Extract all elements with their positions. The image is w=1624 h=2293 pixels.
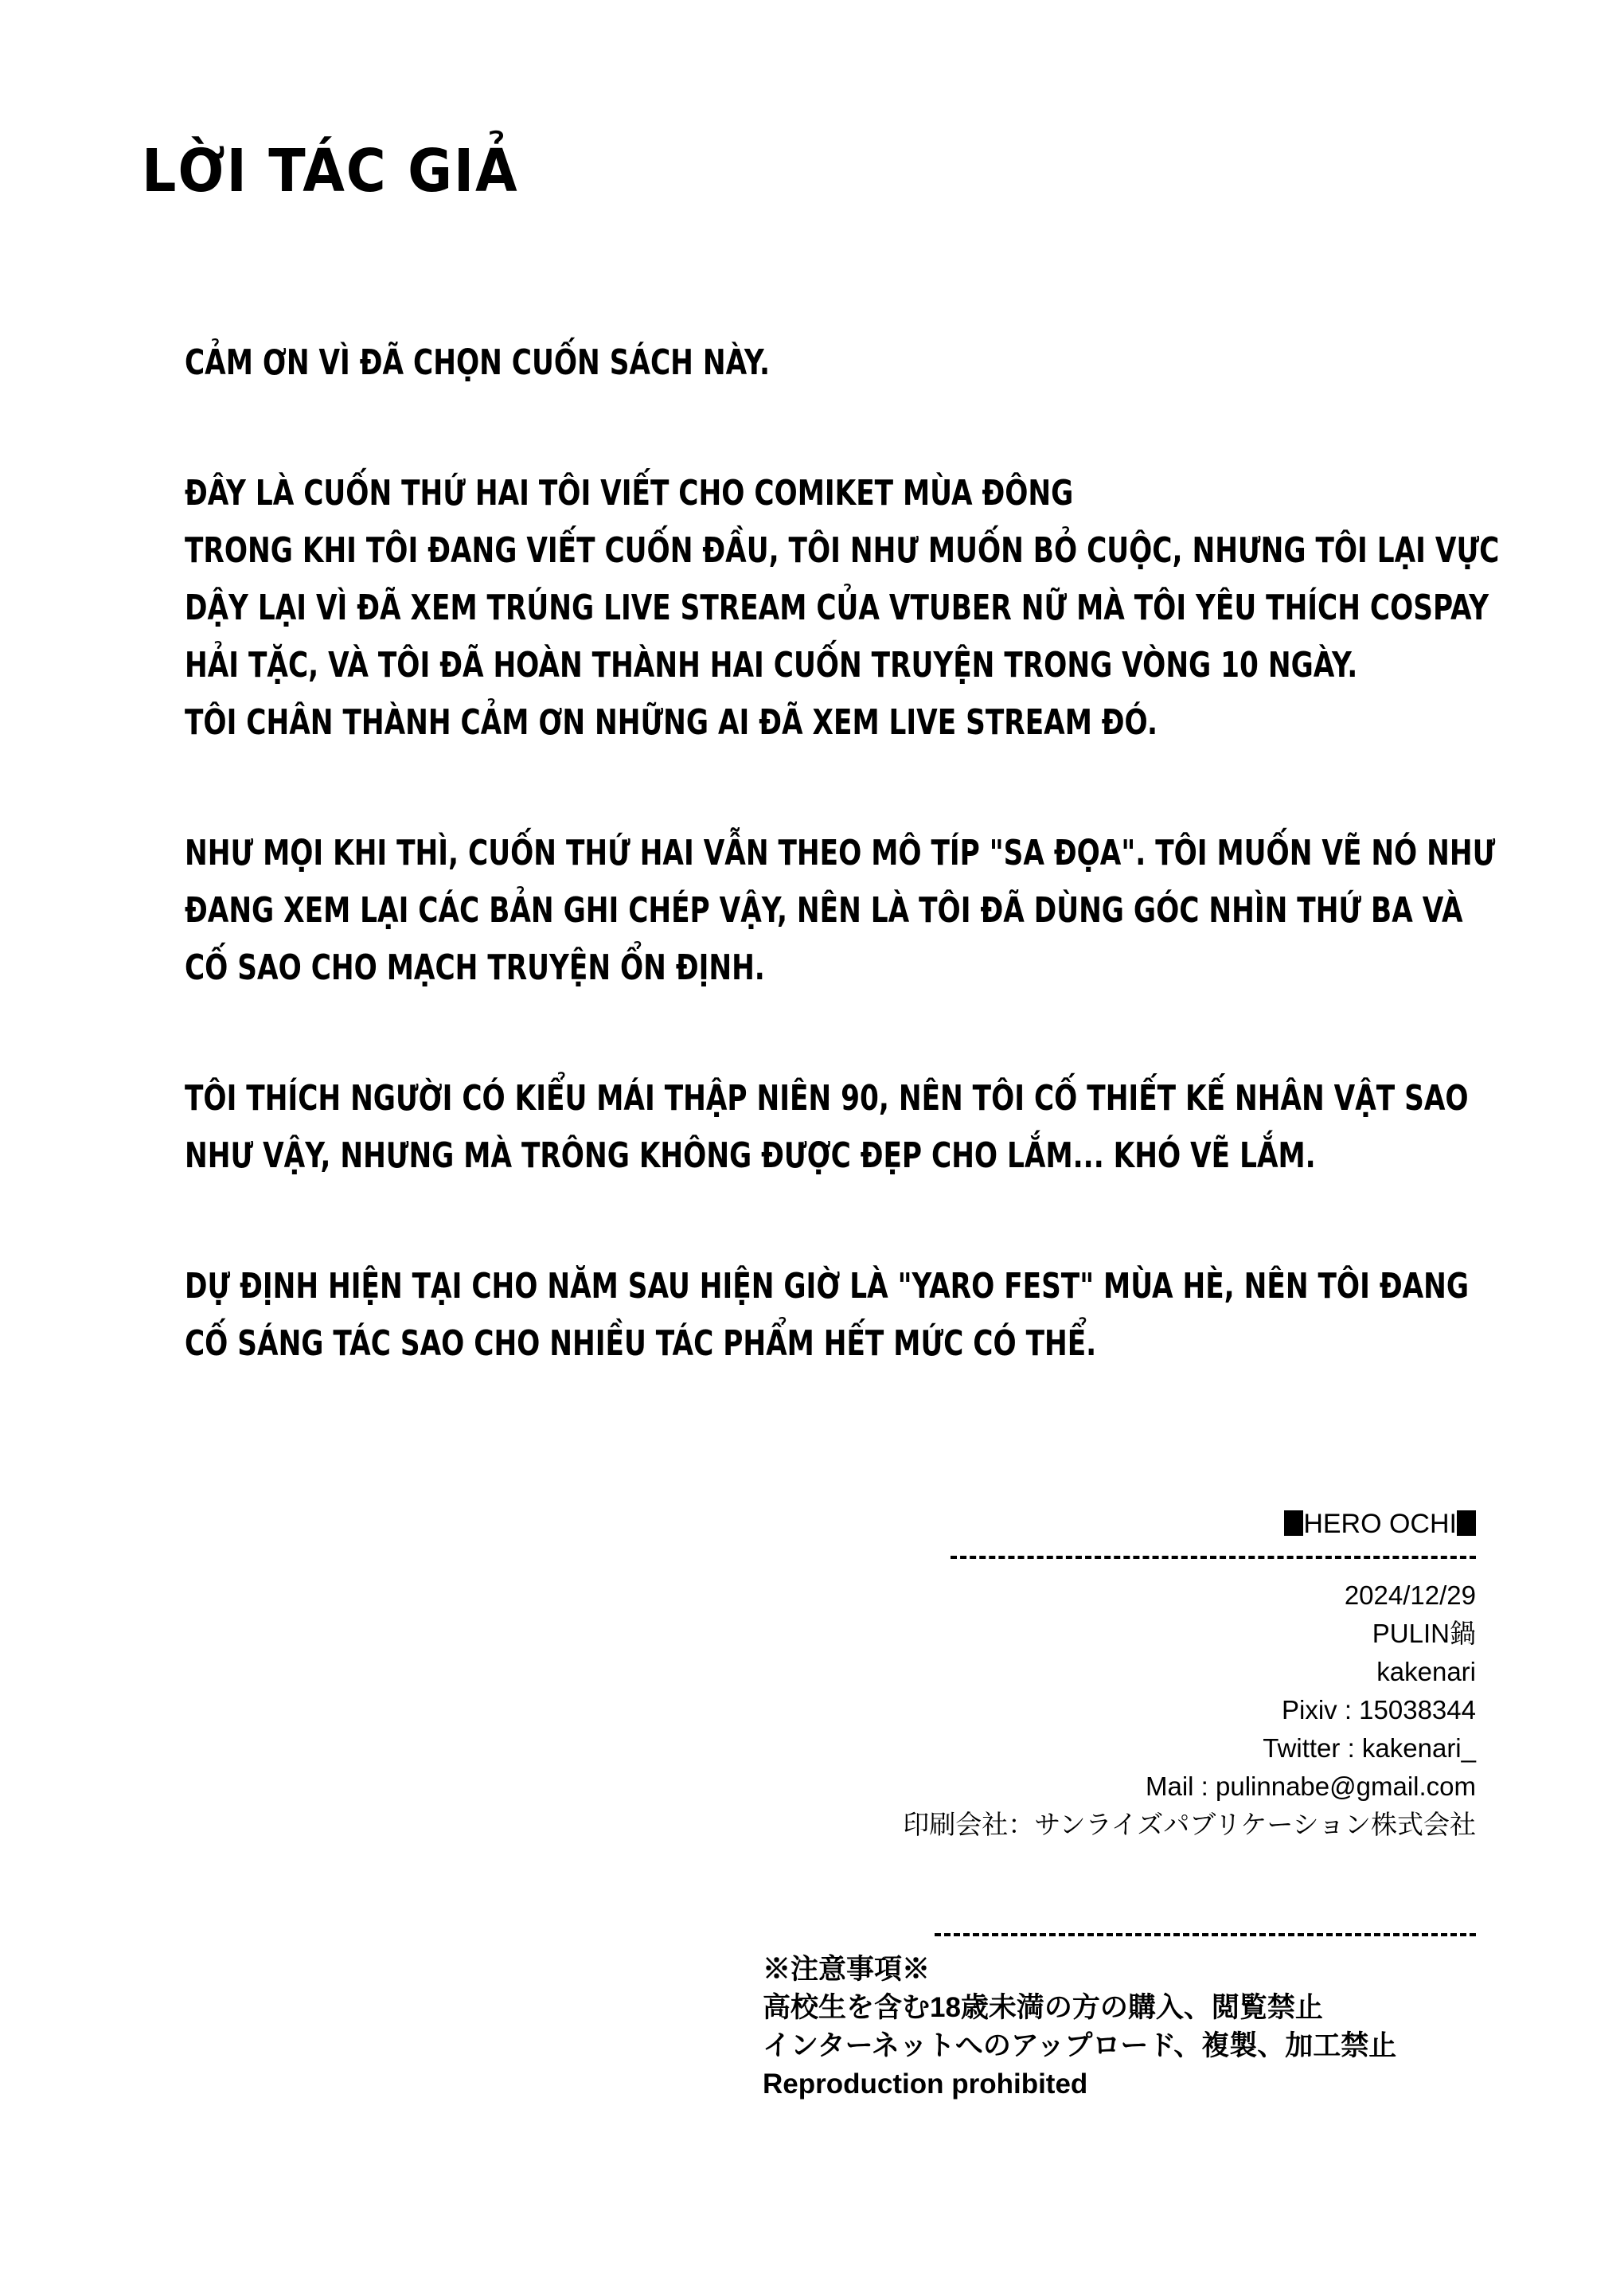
text-line: CỐ SÁNG TÁC SAO CHO NHIỀU TÁC PHẨM HẾT MỨC CÓ THỂ. bbox=[185, 1323, 1097, 1364]
text-line: DẬY LẠI VÌ ĐÃ XEM TRÚNG LIVE STREAM CỦA VTUBER NỮ MÀ TÔI YÊU THÍCH COSPAY bbox=[185, 588, 1489, 628]
notice-block bbox=[763, 1951, 1396, 2104]
publish-date: 2024/12/29 bbox=[1344, 1580, 1476, 1610]
notice-heading: ※注意事項※ bbox=[763, 1954, 931, 1985]
text-line: TÔI THÍCH NGƯỜI CÓ KIỂU MÁI THẬP NIÊN 90, NÊN TÔI CỐ THIẾT KẾ NHÂN VẬT SAO bbox=[185, 1078, 1469, 1119]
text-line: DỰ ĐỊNH HIỆN TẠI CHO NĂM SAU HIỆN GIỜ LÀ "YARO FEST" MÙA HÈ, NÊN TÔI ĐANG bbox=[185, 1266, 1470, 1307]
colophon bbox=[871, 1505, 1476, 1844]
printer-company: 印刷会社：サンライズパブリケーション株式会社 bbox=[903, 1810, 1476, 1839]
twitter-handle: Twitter : kakenari_ bbox=[1263, 1733, 1476, 1763]
afterword-body bbox=[185, 334, 1500, 1446]
mail-address: Mail : pulinnabe@gmail.com bbox=[1145, 1772, 1476, 1801]
dashed-divider bbox=[951, 1556, 1476, 1559]
text-line: ĐÂY LÀ CUỐN THỨ HAI TÔI VIẾT CHO COMIKET MÙA ĐÔNG bbox=[185, 473, 1074, 514]
text-line: ĐANG XEM LẠI CÁC BẢN GHI CHÉP VẬY, NÊN LÀ TÔI ĐÃ DÙNG GÓC NHÌN THỨ BA VÀ bbox=[185, 890, 1463, 931]
notice-line: Reproduction prohibited bbox=[763, 2068, 1088, 2100]
text-line: TRONG KHI TÔI ĐANG VIẾT CUỐN ĐẦU, TÔI NHƯ MUỐN BỎ CUỘC, NHƯNG TÔI LẠI VỰC bbox=[185, 530, 1500, 571]
paragraph-theme bbox=[185, 825, 1496, 997]
text-line: NHƯ MỌI KHI THÌ, CUỐN THỨ HAI VẪN THEO MÔ TÍP "SA ĐỌA". TÔI MUỐN VẼ NÓ NHƯ bbox=[185, 833, 1496, 873]
text-line: HẢI TẶC, VÀ TÔI ĐÃ HOÀN THÀNH HAI CUỐN TRUYỆN TRONG VÒNG 10 NGÀY. bbox=[185, 645, 1358, 686]
text-line: NHƯ VẬY, NHƯNG MÀ TRÔNG KHÔNG ĐƯỢC ĐẸP CHO LẮM... KHÓ VẼ LẮM. bbox=[185, 1135, 1316, 1176]
black-square-icon bbox=[1457, 1510, 1476, 1536]
text-line: TÔI CHÂN THÀNH CẢM ƠN NHỮNG AI ĐÃ XEM LIVE STREAM ĐÓ. bbox=[185, 702, 1158, 743]
paragraph-background bbox=[185, 465, 1500, 752]
dashed-divider bbox=[935, 1933, 1476, 1936]
text-line: CẢM ƠN VÌ ĐÃ CHỌN CUỐN SÁCH NÀY. bbox=[185, 342, 771, 383]
book-title: HERO OCHI bbox=[1303, 1509, 1457, 1539]
author-name: kakenari bbox=[1376, 1657, 1476, 1686]
page-title: LỜI TÁC GIẢ bbox=[142, 137, 519, 205]
paragraph-plans bbox=[185, 1258, 1470, 1373]
paragraph-character-design bbox=[185, 1070, 1469, 1185]
black-square-icon bbox=[1284, 1510, 1303, 1536]
notice-line: 高校生を含む18歳未満の方の購入、閲覧禁止 bbox=[763, 1992, 1323, 2023]
colophon-title bbox=[871, 1505, 1476, 1543]
pixiv-id: Pixiv : 15038344 bbox=[1281, 1695, 1476, 1725]
notice-line: インターネットへのアップロード、複製、加工禁止 bbox=[763, 2030, 1397, 2061]
paragraph-thanks bbox=[185, 334, 1240, 392]
text-line: CỐ SAO CHO MẠCH TRUYỆN ỔN ĐỊNH. bbox=[185, 947, 765, 988]
circle-name: PULIN鍋 bbox=[1372, 1619, 1476, 1648]
